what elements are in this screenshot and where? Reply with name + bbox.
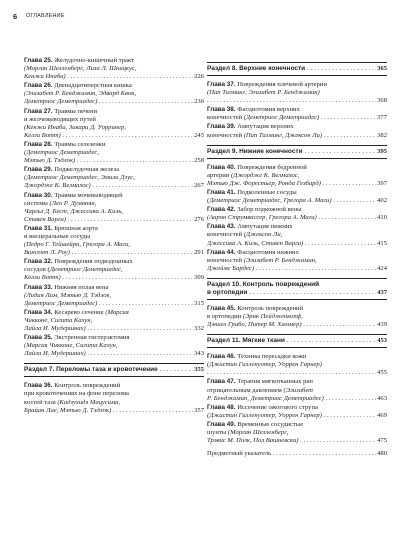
page-ref: 236 [194,98,204,106]
chapter-title-part: шунты [207,429,228,436]
chapter-last-line [24,274,204,282]
section-title-line: Раздел 10. Контроль повреждений [207,280,320,288]
chapter-authors: Р. Бенджамин, Деметриос Деметриадес) [207,394,324,402]
section-title-last-line [24,366,204,374]
index-line [207,450,387,458]
chapter-line [24,57,204,65]
page-ref: 267 [194,182,204,190]
page-ref: 475 [377,437,387,445]
chapter-last-line [24,132,204,140]
chapter-authors: Мэтью Дж. Форестьер, Рондa Гезбард) [207,179,321,187]
chapter-line [24,166,204,174]
chapter-last-text [207,97,376,105]
chapter-title-part: при кровотечениях на фоне перелома [24,390,129,398]
chapter-label: Глава 47. [207,378,236,386]
chapter-last-text [24,132,193,140]
chapter-line [24,90,204,98]
chapter-last-line [207,240,387,248]
toc-chapter-entry[interactable] [24,82,204,106]
chapter-authors: (Пип Талминг, Элизабет Р. Бенджамин) [207,89,320,97]
chapter-line [24,266,204,274]
chapter-last-line [207,321,387,329]
chapter-label: Глава 25. [24,57,53,64]
chapter-line [207,81,387,89]
chapter-line [207,123,387,131]
page-ref: 343 [194,350,204,358]
chapter-last-text [207,197,376,205]
chapter-line [207,223,387,231]
chapter-title-part: Повреждения бедренной [237,163,307,171]
chapter-last-line [207,412,387,420]
toc-chapter-entry[interactable] [24,225,204,257]
toc-chapter-entry[interactable] [207,106,387,122]
running-title: ОГЛАВЛЕНИЕ [26,13,65,19]
chapter-authors: Чикконе, Сигита Кахун, [24,316,93,324]
page-ref: 309 [194,274,204,282]
toc-section-heading[interactable] [24,363,204,377]
chapter-line [24,149,204,157]
page-ref: 276 [194,215,204,223]
chapter-authors: Джессика А. Киль, Стивен Варга) [207,239,304,247]
chapter-title-part: Брюшная аорта [54,224,98,232]
page-number: 6 [13,12,18,21]
page-ref: 455 [377,369,387,377]
chapter-last-line [207,395,387,403]
chapter-authors: Мэтью Д. Тэдлок) [24,157,76,165]
chapter-last-text [207,265,376,273]
chapter-label: Глава 35. [24,334,53,342]
section-title-text: Раздел 11. Мягкие ткани . . . [207,337,376,345]
chapter-line [24,399,204,407]
chapter-title-part: Травмы селезенки [54,140,106,148]
chapter-label: Глава 43. [207,223,236,231]
toc-chapter-entry[interactable] [207,206,387,222]
chapter-label: Глава 38. [207,106,236,114]
chapter-authors: (Деметриос Деметриадес, Грегора А. Маги) [207,197,332,205]
chapter-authors: (Деметриос Деметриадес, [47,266,123,274]
chapter-authors: (Джордже К. Велмахос, [230,171,300,179]
chapter-authors: Келли Вотт) [24,274,61,282]
chapter-label: Глава 29. [24,166,53,174]
chapter-label: Глава 33. [24,283,53,291]
chapter-line [207,106,387,114]
chapter-line [24,200,204,208]
chapter-authors: (Педро Г. Тейшейра, Грегора А. Маги, [24,241,131,249]
page-ref: 439 [377,321,387,329]
chapter-authors: Келли Вотт) [24,131,61,139]
toc-section-heading[interactable] [207,145,387,159]
chapter-line [207,164,387,172]
chapter-title-part: Подколенные сосуды [237,188,297,196]
toc-chapter-entry[interactable] [24,382,204,414]
chapter-authors: (Лидия Лам, Мэтью Д. Тэдлок, [24,291,112,299]
toc-section-heading[interactable] [207,278,387,300]
chapter-line [207,249,387,257]
chapter-line [24,208,204,216]
chapter-title-part: Травмы мочевыводящей [54,191,123,199]
chapter-title-part: конечностей [207,256,244,264]
page-ref: 365 [377,65,387,72]
toc-chapter-entry[interactable] [207,353,387,377]
chapter-last-text [207,214,376,222]
chapter-authors: Трэвис М. Полк, Пол Вашневски) [207,437,299,445]
chapter-label: Глава 40. [207,163,236,171]
toc-section-heading[interactable] [207,62,387,76]
chapter-authors: Дэниел Грабо, Питер М. Хаммер) [207,321,302,329]
chapter-authors: (Пип Талминг, Джексон Ли) [243,131,323,139]
chapter-label: Глава 45. [207,304,236,312]
chapter-last-line [207,180,387,188]
chapter-authors: Лайла И. Мудершнах) [24,325,86,332]
chapter-authors: Джеймс Бардес) [207,264,255,272]
chapter-last-text [207,240,376,248]
toc-chapter-entry[interactable] [207,249,387,273]
chapter-title-part: Ампутация верхних [237,123,294,131]
chapter-last-text [24,73,193,81]
chapter-line [207,313,387,321]
page-ref: 291 [194,249,204,257]
chapter-line [24,108,204,116]
toc-chapter-entry[interactable] [207,164,387,188]
chapter-title-part: Двенадцатиперстная кишка [54,82,132,90]
page-ref: 410 [377,214,387,222]
toc-chapter-entry[interactable] [207,189,387,205]
chapter-authors: (Джексон Ли, [243,231,283,239]
chapter-label: Глава 42. [207,206,236,214]
chapter-title-part: и желчевыводящих путей [24,115,96,123]
toc-chapter-entry[interactable] [24,166,204,190]
page-ref: 368 [377,97,387,105]
chapter-line [207,206,387,214]
chapter-label: Глава 46. [207,353,236,361]
chapter-line [207,172,387,180]
toc-chapter-entry[interactable] [24,258,204,282]
chapter-last-line [24,300,204,308]
section-title-last-line [207,148,387,156]
chapter-line [24,334,204,342]
chapter-line [24,65,204,73]
chapter-authors: (Деметриос Деметриадес) [243,114,320,122]
chapter-line [207,353,387,361]
chapter-line [24,258,204,266]
toc-chapter-entry[interactable] [207,404,387,420]
section-title-text: Раздел 9. Нижние конечности . . . [207,148,376,156]
chapter-last-text [24,407,193,415]
chapter-title-part: системы [24,199,50,207]
chapter-title-part: Поджелудочная железа [54,166,120,174]
chapter-authors: Лайла И. Мудершнах) [24,350,86,358]
chapter-authors: (Джастин Гилленуотер, Уоррен Гарнер) [207,361,322,369]
page-ref: 397 [377,179,387,187]
chapter-last-line [24,157,204,165]
chapter-title-part: Фасциотомия нижних [237,248,299,256]
toc-chapter-entry[interactable] [24,284,204,308]
chapter-last-line [207,132,387,140]
chapter-title-part: Ампутация нижних [237,223,293,231]
toc-chapter-entry[interactable] [24,334,204,358]
chapter-authors: Кенжи Инаба) [24,73,66,81]
chapter-last-text [24,300,193,308]
page-ref: 480 [377,450,387,458]
page-ref: 377 [377,114,387,122]
chapter-label: Глава 41. [207,188,236,196]
chapter-label: Глава 44. [207,248,236,256]
chapter-line [24,292,204,300]
chapter-last-line [207,265,387,273]
chapter-last-line [24,249,204,257]
chapter-authors: (Марсия [105,308,129,316]
chapter-authors: (Лео Р. Думанян, [49,199,97,207]
chapter-title-part: сосудов [24,266,48,274]
chapter-title-part: Травмы печени [54,107,98,115]
chapter-title-part: конечностей [207,231,244,239]
section-title-text: Раздел 8. Верхние конечности . . . [207,65,376,73]
toc-index-entry[interactable] [207,450,387,458]
chapter-line [207,189,387,197]
chapter-last-line [207,97,387,105]
toc-chapter-entry[interactable] [24,141,204,165]
chapter-last-line [24,325,204,333]
chapter-last-line [24,216,204,224]
chapter-title-part: костей таза [24,398,58,406]
page-ref: 395 [377,147,387,155]
toc-column-left [24,57,204,416]
chapter-last-line [24,98,204,106]
chapter-last-line [207,437,387,445]
toc-chapter-entry[interactable] [24,309,204,333]
chapter-last-line [24,73,204,81]
page-ref: 226 [194,73,204,81]
chapter-line [24,309,204,317]
page-ref: 415 [377,239,387,247]
chapter-authors: (Морган Шелленберг, Лиза Л. Шницкус, [24,65,137,73]
chapter-last-line [24,407,204,415]
toc-chapter-entry[interactable] [207,305,387,329]
chapter-line [24,390,204,398]
chapter-title-part: Терапия мягкотканных ран [237,378,313,386]
chapter-title-part: Экстренная гистерэктомия [54,334,130,342]
chapter-title-part: Кесарево сечение [54,308,106,316]
chapter-authors: (Элизабет Р. Бенджамин, Эдвард Квон, [24,90,137,98]
toc-chapter-entry[interactable] [24,192,204,224]
chapter-authors: Деметриос Деметриадес) [24,98,98,106]
chapter-line [24,174,204,182]
page-ref: 463 [377,394,387,402]
chapter-last-line [24,182,204,190]
chapter-last-line [207,197,387,205]
chapter-last-text [207,437,376,445]
chapter-title-part: Временные сосудистые [237,420,304,428]
toc-column-right [207,57,387,458]
chapter-line [207,404,387,412]
toc-chapter-entry[interactable] [207,123,387,139]
chapter-title-part: Контроль повреждений [237,304,304,312]
page-ref: 258 [194,157,204,165]
chapter-authors: (Элизабет [283,386,313,394]
page-ref: 315 [194,299,204,307]
toc-chapter-entry[interactable] [207,223,387,247]
chapter-line [24,241,204,249]
chapter-last-text [207,321,376,329]
chapter-label: Глава 30. [24,191,53,199]
chapter-title-part: Желудочно-кишечный тракт [54,57,134,64]
chapter-label: Глава 34. [24,308,53,316]
chapter-last-text [207,395,376,403]
chapter-line [24,82,204,90]
index-title: Предметный указатель . . . [207,450,376,458]
chapter-last-text [24,216,193,224]
chapter-authors: (Морган Шелленберг, [227,429,289,436]
chapter-authors: Деметриос Деметриадес) [24,299,98,307]
chapter-authors: Чарльз Д. Бест, Джессика А. Киль, [24,207,123,215]
chapter-line [24,317,204,325]
chapter-line [207,89,387,97]
chapter-authors: (Кадзухидэ Мацусима, [57,398,121,406]
chapter-title-part: Нижняя полая вена [54,283,109,291]
page-ref: 332 [194,325,204,332]
chapter-last-text [207,180,376,188]
chapter-authors: Джордже К. Велмахос) [24,182,91,190]
chapter-line [24,124,204,132]
chapter-authors: (Деметриос Деметриадес, [24,149,99,157]
chapter-label: Глава 31. [24,224,53,232]
toc-chapter-entry[interactable] [24,57,204,81]
chapter-title-part: и висцеральные сосуды [24,232,91,240]
page-ref: 402 [377,197,387,205]
chapter-last-text [207,114,376,122]
chapter-title-part: конечностей [207,131,244,139]
page-ref: 355 [194,366,204,374]
chapter-last-line [207,114,387,122]
toc-chapter-entry[interactable] [207,421,387,445]
chapter-label: Глава 26. [24,82,53,90]
chapter-last-text [24,325,193,333]
chapter-title-part: Техника пересадки кожи [237,353,307,361]
chapter-title-part: Забор подкожной вены [237,206,302,214]
chapter-line [24,233,204,241]
chapter-title-part: Фасциотомия верхних [237,106,300,114]
chapter-title-part: Повреждения плечевой артерии [237,81,327,88]
chapter-last-text [24,157,193,165]
chapter-last-text [24,98,193,106]
chapter-title-part: артерии [207,171,231,179]
chapter-last-text [24,274,193,282]
chapter-last-line [207,369,387,377]
chapter-line [207,421,387,429]
chapter-authors: Брайан Лае, Мэтью Д. Тэдлок) [24,406,112,414]
chapter-label: Глава 39. [207,123,236,131]
page-ref: 424 [377,264,387,272]
toc-section-heading[interactable] [207,334,387,348]
chapter-last-text [207,412,376,420]
section-title-last-line [207,337,387,345]
chapter-label: Глава 27. [24,107,53,115]
chapter-label: Глава 28. [24,140,53,148]
chapter-authors: (Эрик Пейдженкопф, [242,312,303,320]
chapter-label: Глава 48. [207,403,236,411]
chapter-authors: (Джастин Гилленуотер, Уоррен Гарнер) [207,411,322,419]
chapter-line [24,192,204,200]
chapter-line [24,225,204,233]
section-title-text: в ортопедии . . . [207,289,376,297]
chapter-title-part: Иссечение ожогового струпа [237,403,318,411]
section-title-last-line [207,65,387,73]
page-ref: 382 [377,131,387,139]
chapter-last-text [24,249,193,257]
section-title-text: Раздел 7. Переломы таза и кровотечение . . . [24,366,193,374]
chapter-title-part: отрицательным давлением [207,386,284,394]
toc-chapter-entry[interactable] [207,81,387,105]
page-ref: 469 [377,411,387,419]
chapter-line [207,387,387,395]
chapter-authors: (Кенжи Инаба, Закари Д. Уорринер, [24,123,126,131]
chapter-line [207,361,387,369]
section-title-last-line [207,289,387,297]
page-ref: 245 [194,131,204,139]
chapter-line [24,141,204,149]
chapter-authors: (Деметриос Деметриадес, Эмили Дэус, [24,174,135,182]
running-header [13,12,387,23]
chapter-title-part: Контроль повреждений [54,382,121,390]
chapter-last-line [24,350,204,358]
chapter-line [24,342,204,350]
chapter-authors: Стивен Варга) [24,215,66,223]
chapter-last-line [207,214,387,222]
chapter-title-part: Повреждения подвздошных [54,258,133,266]
page-ref: 437 [377,288,387,296]
chapter-title-part: в ортопедии [207,312,243,320]
toc-chapter-entry[interactable] [24,108,204,140]
chapter-label: Глава 49. [207,420,236,428]
chapter-title-part: конечностей [207,114,244,122]
chapter-line [24,382,204,390]
chapter-last-text [207,132,376,140]
chapter-authors: (Марсия Чикконе, Сигита Кахун, [24,342,118,350]
chapter-authors: Винсент Л. Роу) [24,249,70,257]
chapter-line [207,429,387,437]
chapter-last-text [24,350,193,358]
page-ref: 453 [377,337,387,345]
chapter-label: Глава 37. [207,81,236,88]
chapter-line [207,378,387,386]
chapter-label: Глава 36. [24,382,53,390]
chapter-authors: (Элизабет Р. Бенджамин, [243,256,317,264]
chapter-line [24,284,204,292]
toc-chapter-entry[interactable] [207,378,387,402]
chapter-line [207,231,387,239]
chapter-line [207,305,387,313]
chapter-line [24,116,204,124]
chapter-label: Глава 32. [24,258,53,266]
chapter-last-text [207,369,376,377]
chapter-last-text [24,182,193,190]
page-ref: 357 [194,406,204,414]
chapter-authors: (Аарон Струмвассер, Грегора А. Маги) [207,214,317,222]
chapter-line [207,257,387,265]
